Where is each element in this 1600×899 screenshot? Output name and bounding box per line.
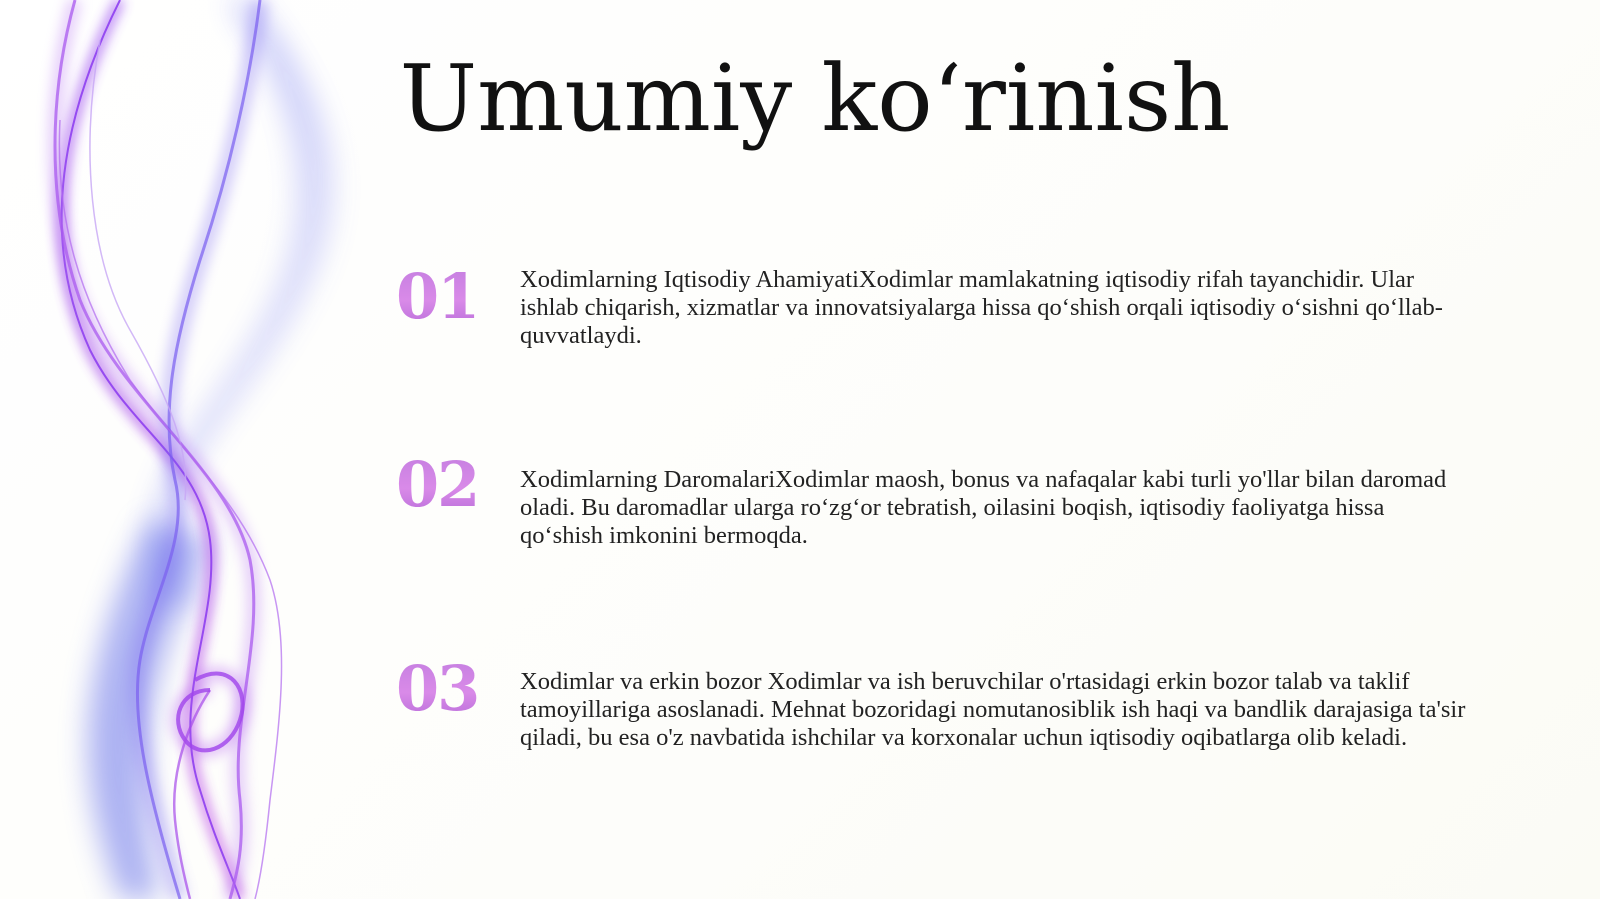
page-title: Umumiy ko‘rinish [399, 45, 1231, 152]
item-number: 02 [396, 448, 479, 521]
item-text: Xodimlarning Iqtisodiy AhamiyatiXodimlar mamlakatning iqtisodiy rifah tayanchidir. Ular ishlab chiqarish, xizmatlar va innovatsiyalarga hissa qo‘shish orqali iqtisodiy o‘sishni qo‘llab-quvvatlaydi. [520, 266, 1443, 349]
overview-item-3 [396, 654, 1506, 804]
overview-item-1 [396, 262, 1506, 412]
item-text: Xodimlar va erkin bozor Xodimlar va ish beruvchilar o'rtasidagi erkin bozor talab va taklif tamoyillariga asoslanadi. Mehnat bozoridagi nomutanosiblik ish haqi va bandlik darajasiga ta'sir qiladi, bu esa o'z navbatida ishchilar va korxonalar uchun iqtisodiy oqibatlarga olib keladi. [520, 668, 1466, 751]
item-text: Xodimlarning DaromalariXodimlar maosh, bonus va nafaqalar kabi turli yo'llar bilan daromad oladi. Bu daromadlar ularga ro‘zg‘or tebratish, oilasini boqish, iqtisodiy faoliyatga hissa qo‘shish imkonini bermoqda. [520, 466, 1447, 549]
item-number: 01 [396, 260, 479, 333]
item-number: 03 [396, 652, 479, 725]
overview-item-2 [396, 450, 1506, 600]
